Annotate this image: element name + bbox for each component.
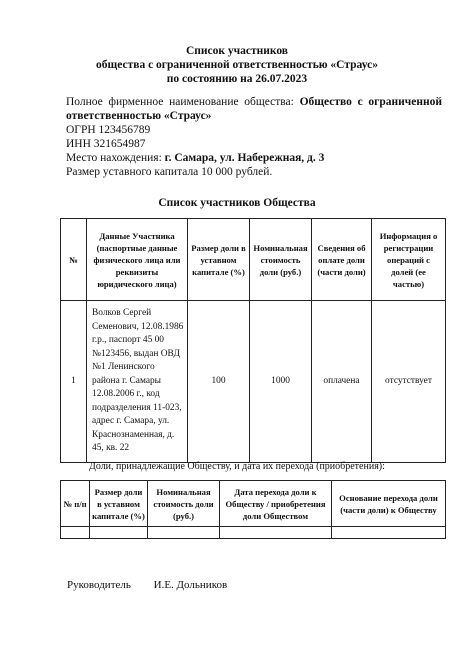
col-number: № п/п	[61, 481, 90, 527]
location-label: Место нахождения:	[66, 152, 162, 164]
col-payment: Сведения об оплате доли (части доли)	[312, 219, 372, 301]
signature-line	[67, 579, 227, 591]
title-line-2: общества с ограниченной ответственностью «Страус»	[96, 59, 378, 71]
company-name-value: Общество с ограниченной ответственностью «Страус»	[66, 96, 442, 122]
row-number: 1	[61, 301, 87, 463]
participants-title: Список участников Общества	[158, 197, 316, 209]
company-name-line	[66, 95, 442, 123]
nominal-value: 1000	[250, 301, 312, 463]
col-transfer-basis: Основание перехода доли (части доли) к Обществу	[332, 481, 446, 527]
inn: ИНН 321654987	[66, 138, 146, 150]
empty-cell	[148, 527, 220, 539]
col-registration: Информация о регистрации операций с долей (ее частью)	[372, 219, 446, 301]
signer-role: Руководитель	[67, 579, 131, 591]
empty-cell	[90, 527, 148, 539]
table-header-row	[61, 219, 446, 301]
registration-info: отсутствует	[372, 301, 446, 463]
location-line	[66, 151, 442, 165]
col-share-percent: Размер доли в уставном капитале (%)	[188, 219, 250, 301]
title-line-1: Список участников	[185, 45, 289, 57]
table-row	[61, 527, 446, 539]
empty-cell	[61, 527, 90, 539]
empty-cell	[332, 527, 446, 539]
participants-table	[60, 218, 446, 463]
share-percent: 100	[188, 301, 250, 463]
col-participant-data: Данные Участника (паспортные данные физического лица или реквизиты юридического лица)	[87, 219, 188, 301]
title-line-3: по состоянию на 26.07.2023	[166, 73, 308, 85]
col-transfer-date: Дата перехода доли к Обществу / приобретения доли Обществом	[220, 481, 332, 527]
table-header-row	[61, 481, 446, 527]
company-shares-caption: Доли, принадлежащие Обществу, и дата их перехода (приобретения):	[89, 461, 385, 472]
table-row	[61, 301, 446, 463]
col-number: №	[61, 219, 87, 301]
location-value: г. Самара, ул. Набережная, д. 3	[164, 152, 325, 164]
col-nominal-value: Номинальная стоимость доли (руб.)	[148, 481, 220, 527]
col-nominal-value: Номинальная стоимость доли (руб.)	[250, 219, 312, 301]
capital: Размер уставного капитала 10 000 рублей.	[66, 166, 273, 178]
payment-status: оплачена	[312, 301, 372, 463]
company-name-label: Полное фирменное наименование общества:	[66, 96, 294, 108]
company-info	[66, 95, 442, 179]
ogrn: ОГРН 123456789	[66, 124, 151, 136]
signer-name: И.Е. Дольников	[153, 579, 228, 591]
empty-cell	[220, 527, 332, 539]
participant-details: Волков Сергей Семенович, 12.08.1986 г.р., паспорт 45 00 №123456, выдан ОВД №1 Ленинского района г. Самары 12.08.2006 г., код подразделения 11-023, адрес г. Самара, ул. Краснознаменная, д. 45, кв. 22	[87, 301, 188, 463]
company-shares-table	[60, 480, 446, 539]
col-share-percent: Размер доли в уставном капитале (%)	[90, 481, 148, 527]
document-title	[0, 44, 474, 86]
